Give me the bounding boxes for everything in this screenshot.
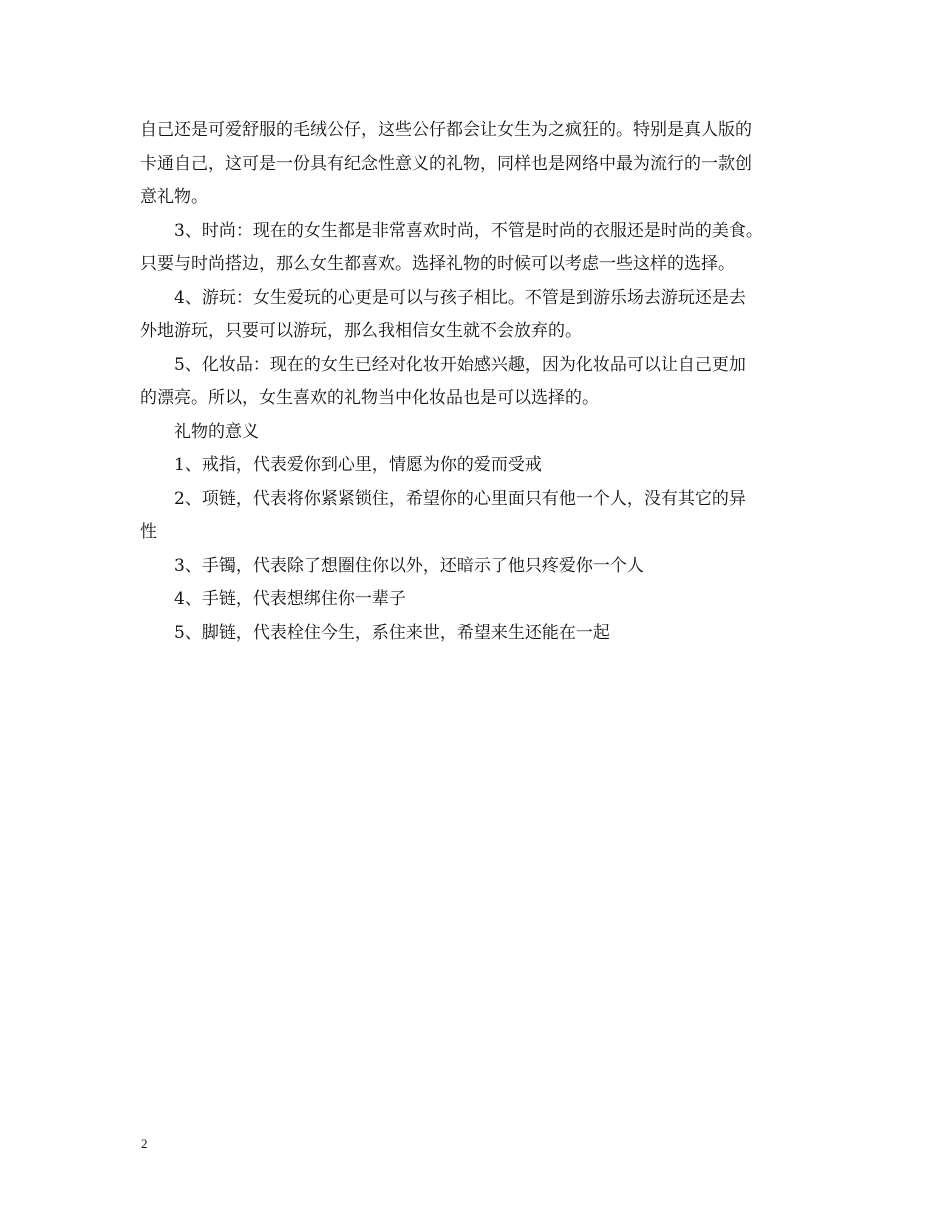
text-line: 4、游玩：女生爱玩的心更是可以与孩子相比。不管是到游乐场去游玩还是去 — [174, 287, 746, 308]
list-item: 2、项链，代表将你紧紧锁住，希望你的心里面只有他一个人，没有其它的异 — [174, 488, 746, 509]
section-heading: 礼物的意义 — [174, 421, 259, 442]
list-item: 4、手链，代表想绑住你一辈子 — [174, 589, 406, 609]
text-line: 卡通自己，这可是一份具有纪念性意义的礼物，同样也是网络中最为流行的一款创 — [140, 153, 752, 174]
document-body — [140, 114, 830, 650]
text-line: 意礼物。 — [140, 187, 208, 207]
list-item: 5、脚链，代表栓住今生，系住来世，希望来生还能在一起 — [174, 622, 610, 643]
text-line: 自己还是可爱舒服的毛绒公仔，这些公仔都会让女生为之疯狂的。特别是真人版的 — [140, 120, 752, 140]
text-line: 只要与时尚搭边，那么女生都喜欢。选择礼物的时候可以考虑一些这样的选择。 — [140, 254, 735, 274]
text-line: 外地游玩，只要可以游玩，那么我相信女生就不会放弃的。 — [140, 321, 582, 341]
list-item: 3、手镯，代表除了想圈住你以外，还暗示了他只疼爱你一个人 — [174, 555, 644, 576]
list-item-continuation: 性 — [140, 522, 157, 542]
page-number: 2 — [141, 1136, 148, 1151]
list-item: 1、戒指，代表爱你到心里，情愿为你的爱而受戒 — [174, 455, 542, 475]
text-line: 5、化妆品：现在的女生已经对化妆开始感兴趣，因为化妆品可以让自己更加 — [174, 354, 746, 375]
text-line: 3、时尚：现在的女生都是非常喜欢时尚，不管是时尚的衣服还是时尚的美食。 — [174, 220, 763, 241]
text-line: 的漂亮。所以，女生喜欢的礼物当中化妆品也是可以选择的。 — [140, 388, 599, 408]
